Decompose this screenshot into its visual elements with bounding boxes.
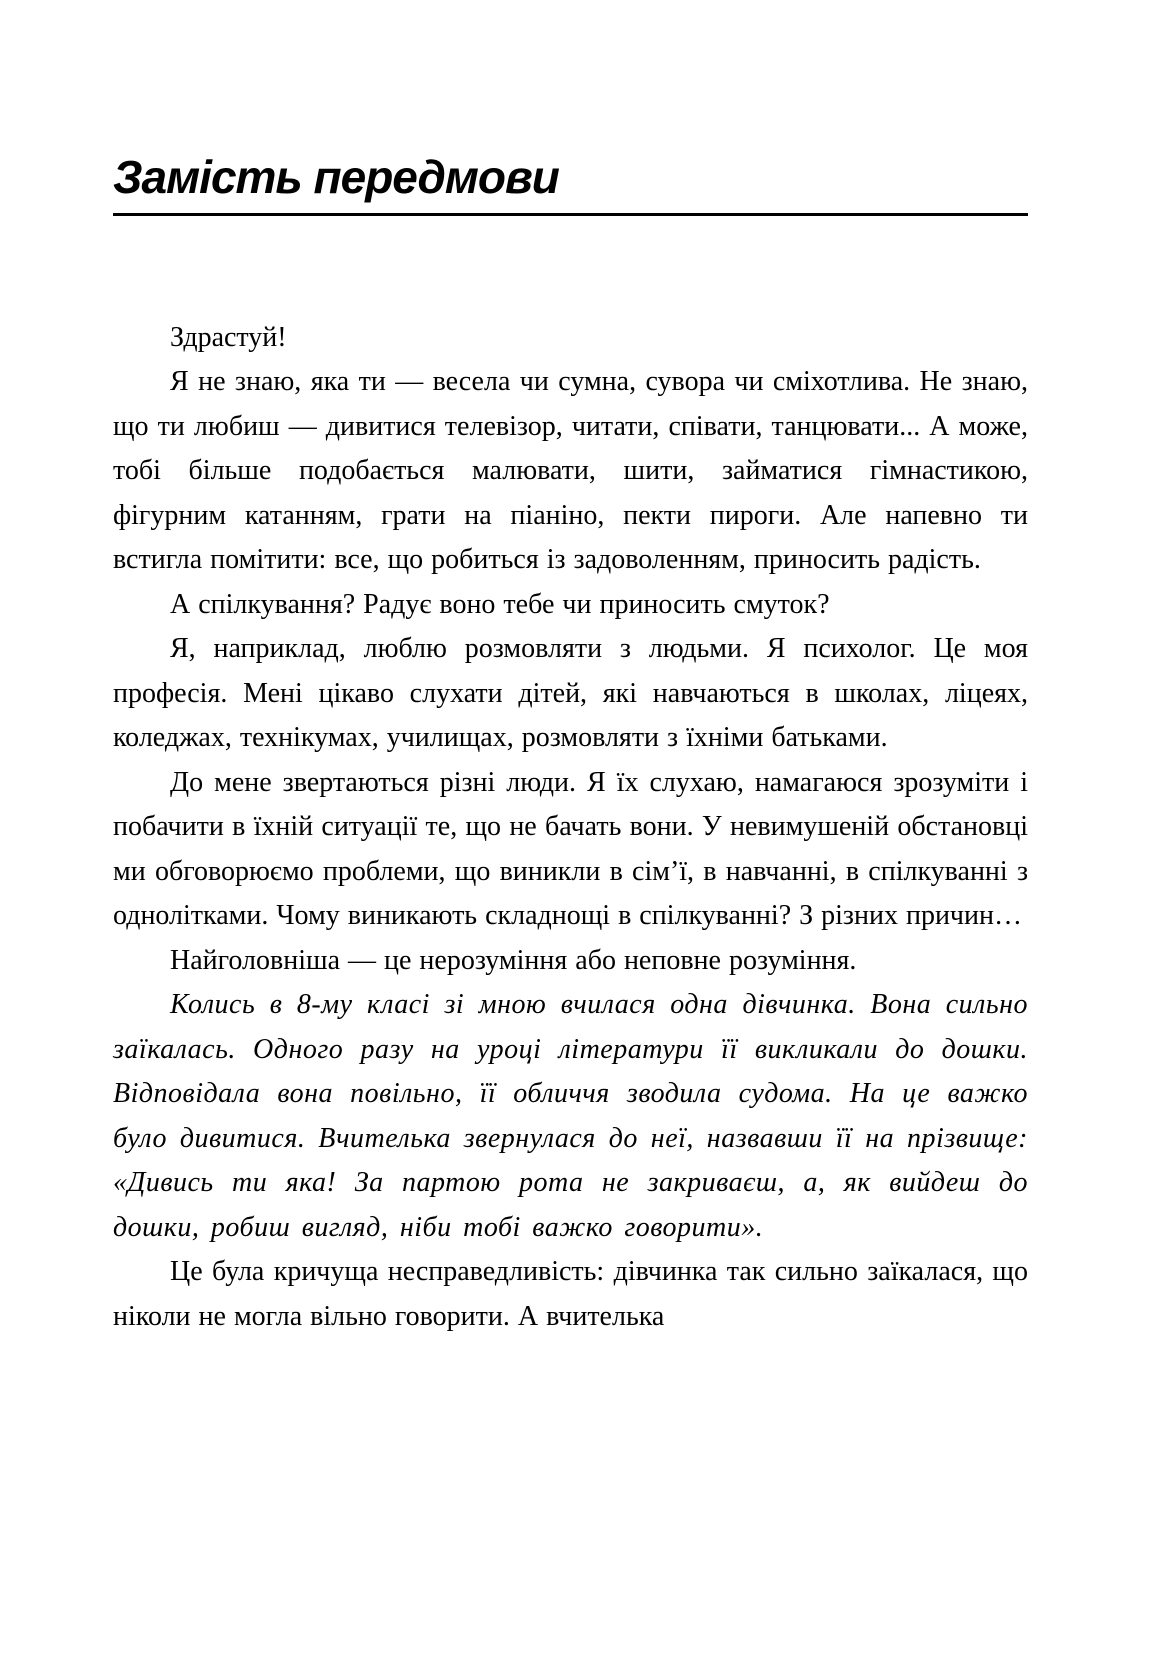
- paragraph: Я не знаю, яка ти — весела чи сумна, сувора чи сміхотлива. Не знаю, що ти любиш — дивитися телевізор, читати, співати, танцювати... А може, тобі більше подобається малювати, шити, займатися гімнастикою, фігурним катанням, грати на піаніно, пекти пироги. Але напевно ти встигла помітити: все, що робиться із задоволенням, приносить радість.: [113, 366, 1028, 576]
- paragraph: Колись в 8-му класі зі мною вчилася одна дівчинка. Вона сильно заїкалась. Одного разу на уроці літератури її викликали до дошки. Відповідала вона повільно, її обличчя зводила судома. На це важко було дивитися. Вчителька звернулася до неї, назвавши її на прізвище: «Дивись ти яка! За партою рота не закриваєш, а, як вийдеш до дошки, робиш вигляд, ніби тобі важко говорити».: [113, 989, 1028, 1243]
- paragraph: До мене звертаються різні люди. Я їх слухаю, намагаюся зрозуміти і побачити в їхній ситуації те, що не бачать вони. У невимушеній обстановці ми обговорюємо проблеми, що виникли в сім’ї, в навчанні, в спілкуванні з однолітками. Чому виникають складнощі в спілкуванні? З різних причин…: [113, 766, 1028, 932]
- title-divider: [113, 213, 1028, 216]
- paragraph: Це була кричуща несправедливість: дівчинка так сильно заїкалася, що ніколи не могла вільно говорити. А вчителька: [113, 1256, 1028, 1332]
- chapter-title: Замість передмови: [113, 151, 559, 203]
- paragraph: Здрастуй!: [170, 321, 287, 353]
- body-text: [113, 316, 1028, 1340]
- paragraph: Я, наприклад, люблю розмовляти з людьми. Я психолог. Це моя професія. Мені цікаво слухати дітей, які навчаються в школах, ліцеях, коледжах, технікумах, училищах, розмовляти з їхніми батьками.: [113, 633, 1028, 754]
- paragraph: Найголовніша — це нерозуміння або неповне розуміння.: [170, 944, 857, 976]
- paragraph: А спілкування? Радує воно тебе чи приносить смуток?: [170, 588, 830, 620]
